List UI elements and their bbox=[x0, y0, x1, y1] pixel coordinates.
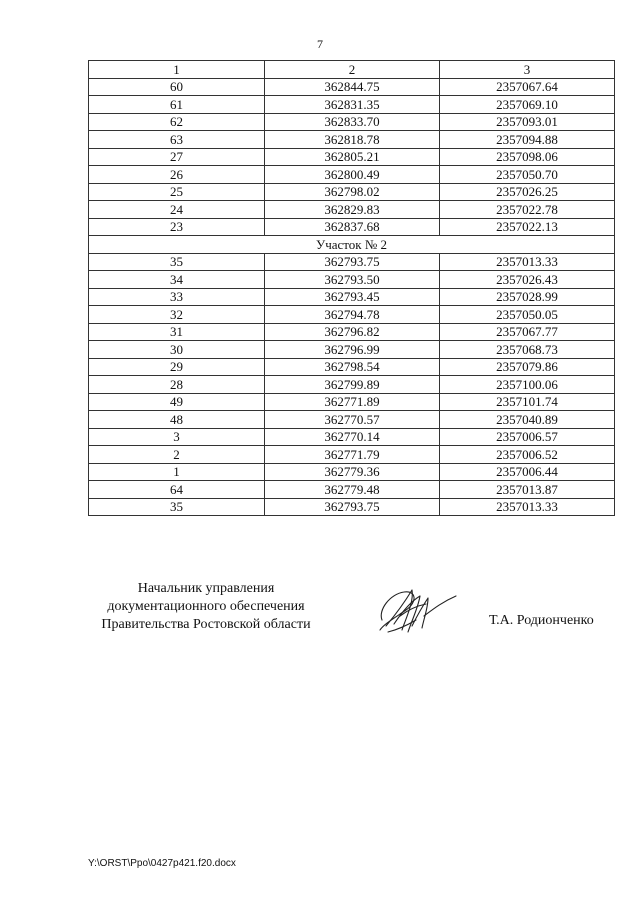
cell-x-coordinate: 362829.83 bbox=[265, 201, 440, 219]
cell-point-number: 34 bbox=[89, 271, 265, 289]
table-row bbox=[89, 113, 615, 131]
table-row bbox=[89, 271, 615, 289]
cell-y-coordinate: 2357098.06 bbox=[440, 148, 615, 166]
column-header-x: 2 bbox=[265, 61, 440, 79]
cell-x-coordinate: 362831.35 bbox=[265, 96, 440, 114]
cell-x-coordinate: 362805.21 bbox=[265, 148, 440, 166]
cell-y-coordinate: 2357006.44 bbox=[440, 463, 615, 481]
table-row bbox=[89, 253, 615, 271]
cell-y-coordinate: 2357067.77 bbox=[440, 323, 615, 341]
cell-point-number: 23 bbox=[89, 218, 265, 236]
cell-point-number: 35 bbox=[89, 498, 265, 516]
cell-y-coordinate: 2357068.73 bbox=[440, 341, 615, 359]
cell-point-number: 60 bbox=[89, 78, 265, 96]
cell-x-coordinate: 362837.68 bbox=[265, 218, 440, 236]
table-row bbox=[89, 498, 615, 516]
cell-y-coordinate: 2357093.01 bbox=[440, 113, 615, 131]
cell-point-number: 2 bbox=[89, 446, 265, 464]
table-row bbox=[89, 446, 615, 464]
cell-x-coordinate: 362771.89 bbox=[265, 393, 440, 411]
cell-point-number: 25 bbox=[89, 183, 265, 201]
cell-y-coordinate: 2357100.06 bbox=[440, 376, 615, 394]
cell-point-number: 24 bbox=[89, 201, 265, 219]
cell-point-number: 28 bbox=[89, 376, 265, 394]
document-file-path: Y:\ORST\Ppo\0427p421.f20.docx bbox=[88, 858, 236, 869]
cell-x-coordinate: 362818.78 bbox=[265, 131, 440, 149]
cell-point-number: 3 bbox=[89, 428, 265, 446]
cell-y-coordinate: 2357022.13 bbox=[440, 218, 615, 236]
cell-y-coordinate: 2357069.10 bbox=[440, 96, 615, 114]
table-header bbox=[89, 61, 615, 79]
cell-x-coordinate: 362779.36 bbox=[265, 463, 440, 481]
table-row bbox=[89, 288, 615, 306]
cell-x-coordinate: 362844.75 bbox=[265, 78, 440, 96]
table-row bbox=[89, 183, 615, 201]
table-row bbox=[89, 78, 615, 96]
cell-y-coordinate: 2357094.88 bbox=[440, 131, 615, 149]
cell-y-coordinate: 2357026.25 bbox=[440, 183, 615, 201]
table-row bbox=[89, 148, 615, 166]
cell-y-coordinate: 2357006.57 bbox=[440, 428, 615, 446]
cell-x-coordinate: 362770.57 bbox=[265, 411, 440, 429]
signatory-title-line-2: документационного обеспечения bbox=[107, 599, 305, 614]
cell-point-number: 26 bbox=[89, 166, 265, 184]
cell-point-number: 63 bbox=[89, 131, 265, 149]
cell-x-coordinate: 362793.75 bbox=[265, 498, 440, 516]
cell-y-coordinate: 2357006.52 bbox=[440, 446, 615, 464]
cell-point-number: 31 bbox=[89, 323, 265, 341]
cell-point-number: 1 bbox=[89, 463, 265, 481]
cell-y-coordinate: 2357013.33 bbox=[440, 253, 615, 271]
cell-point-number: 48 bbox=[89, 411, 265, 429]
cell-point-number: 35 bbox=[89, 253, 265, 271]
handwritten-signature bbox=[372, 580, 462, 640]
section-row bbox=[89, 236, 615, 254]
cell-x-coordinate: 362793.50 bbox=[265, 271, 440, 289]
cell-y-coordinate: 2357050.70 bbox=[440, 166, 615, 184]
cell-x-coordinate: 362794.78 bbox=[265, 306, 440, 324]
cell-y-coordinate: 2357050.05 bbox=[440, 306, 615, 324]
table-row bbox=[89, 96, 615, 114]
cell-point-number: 33 bbox=[89, 288, 265, 306]
table-row bbox=[89, 481, 615, 499]
signatory-title-line-1: Начальник управления bbox=[137, 581, 275, 596]
cell-point-number: 27 bbox=[89, 148, 265, 166]
table-row bbox=[89, 411, 615, 429]
cell-x-coordinate: 362779.48 bbox=[265, 481, 440, 499]
cell-y-coordinate: 2357040.89 bbox=[440, 411, 615, 429]
cell-point-number: 29 bbox=[89, 358, 265, 376]
table-row bbox=[89, 131, 615, 149]
cell-y-coordinate: 2357067.64 bbox=[440, 78, 615, 96]
column-header-point-number: 1 bbox=[89, 61, 265, 79]
table-row bbox=[89, 428, 615, 446]
cell-x-coordinate: 362770.14 bbox=[265, 428, 440, 446]
cell-point-number: 62 bbox=[89, 113, 265, 131]
cell-x-coordinate: 362798.54 bbox=[265, 358, 440, 376]
cell-point-number: 30 bbox=[89, 341, 265, 359]
table-row bbox=[89, 306, 615, 324]
cell-x-coordinate: 362796.82 bbox=[265, 323, 440, 341]
cell-x-coordinate: 362793.45 bbox=[265, 288, 440, 306]
coordinates-table bbox=[88, 60, 615, 516]
cell-y-coordinate: 2357013.33 bbox=[440, 498, 615, 516]
cell-x-coordinate: 362799.89 bbox=[265, 376, 440, 394]
signatory-title-line-3: Правительства Ростовской области bbox=[101, 617, 311, 632]
cell-x-coordinate: 362800.49 bbox=[265, 166, 440, 184]
table-row bbox=[89, 323, 615, 341]
signatory-title bbox=[86, 580, 326, 634]
cell-y-coordinate: 2357022.78 bbox=[440, 201, 615, 219]
table-row bbox=[89, 166, 615, 184]
cell-x-coordinate: 362833.70 bbox=[265, 113, 440, 131]
cell-y-coordinate: 2357013.87 bbox=[440, 481, 615, 499]
cell-x-coordinate: 362793.75 bbox=[265, 253, 440, 271]
cell-y-coordinate: 2357101.74 bbox=[440, 393, 615, 411]
cell-x-coordinate: 362796.99 bbox=[265, 341, 440, 359]
cell-point-number: 61 bbox=[89, 96, 265, 114]
page-number: 7 bbox=[317, 37, 323, 51]
table-row bbox=[89, 341, 615, 359]
table-row bbox=[89, 358, 615, 376]
table-row bbox=[89, 218, 615, 236]
cell-point-number: 64 bbox=[89, 481, 265, 499]
table-body bbox=[89, 78, 615, 516]
table-row bbox=[89, 201, 615, 219]
cell-x-coordinate: 362771.79 bbox=[265, 446, 440, 464]
cell-point-number: 32 bbox=[89, 306, 265, 324]
cell-y-coordinate: 2357079.86 bbox=[440, 358, 615, 376]
table-row bbox=[89, 393, 615, 411]
cell-y-coordinate: 2357028.99 bbox=[440, 288, 615, 306]
table-row bbox=[89, 376, 615, 394]
column-header-y: 3 bbox=[440, 61, 615, 79]
section-title: Участок № 2 bbox=[89, 236, 615, 254]
table-header-row bbox=[89, 61, 615, 79]
cell-y-coordinate: 2357026.43 bbox=[440, 271, 615, 289]
signatory-name: Т.А. Родионченко bbox=[489, 613, 594, 628]
cell-point-number: 49 bbox=[89, 393, 265, 411]
cell-x-coordinate: 362798.02 bbox=[265, 183, 440, 201]
table-row bbox=[89, 463, 615, 481]
